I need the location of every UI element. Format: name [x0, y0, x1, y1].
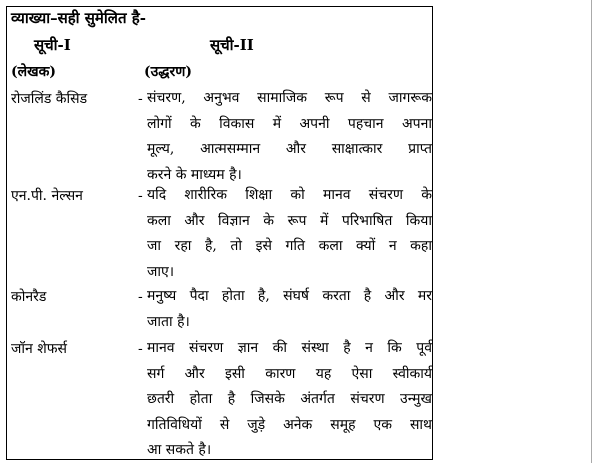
quote-line: संचरण, अनुभव सामाजिक रूप से जागरूक	[147, 90, 432, 106]
quote-line: मानव संचरण ज्ञान की संस्था है न कि पूर्व	[147, 340, 432, 356]
author-name: जॉन शेफर्स	[11, 341, 68, 357]
quote-line: कला और विज्ञान के रूप में परिभाषित किया	[147, 212, 432, 229]
quote-text	[147, 86, 432, 188]
quote-line: लोगों के विकास में अपनी पहचान अपना	[147, 115, 432, 132]
quote-line: जाए।	[147, 263, 175, 280]
quote-text	[147, 183, 432, 285]
quote-line: छतरी होता है जिसके अंतर्गत संचरण उन्मुख	[147, 391, 432, 408]
quote-line: गतिविधियों से जुड़े अनेक समूह एक साथ	[147, 416, 432, 433]
dash-separator: -	[138, 91, 143, 107]
list-1-title: सूची-I	[34, 36, 71, 54]
author-name: रोजलिंड कैसिड	[11, 91, 88, 107]
dash-separator: -	[138, 289, 143, 305]
quote-line: यदि शारीरिक शिक्षा को मानव संचरण के	[147, 187, 432, 203]
author-name: कोनरैड	[11, 289, 47, 305]
author-name: एन.पी. नेल्सन	[11, 188, 83, 204]
quote-text	[147, 336, 432, 464]
dash-separator: -	[138, 341, 143, 357]
quote-line: आ सकते है।	[147, 442, 212, 459]
quote-line: जाता है।	[147, 313, 190, 330]
column-author-subheading: (लेखक)	[11, 64, 56, 80]
quote-line: जा रहा है, तो इसे गति कला क्यों न कहा	[147, 238, 432, 255]
quote-line: सर्ग और इसी कारण यह ऐसा स्वीकार्य	[147, 365, 432, 382]
quote-text	[147, 284, 432, 335]
quote-line: मूल्य, आत्मसम्मान और साक्षात्कार प्राप्त	[147, 141, 432, 158]
column-quote-subheading: (उद्धरण)	[144, 64, 192, 80]
quote-line: मनुष्य पैदा होता है, संघर्ष करता है और मर	[147, 288, 432, 304]
page-edge-line	[591, 0, 592, 463]
list-2-title: सूची-II	[210, 36, 254, 54]
quote-line: करने के माध्यम है।	[147, 166, 242, 183]
dash-separator: -	[138, 188, 143, 204]
explanation-heading: व्याख्या–सही सुमेलित है-	[11, 9, 146, 27]
